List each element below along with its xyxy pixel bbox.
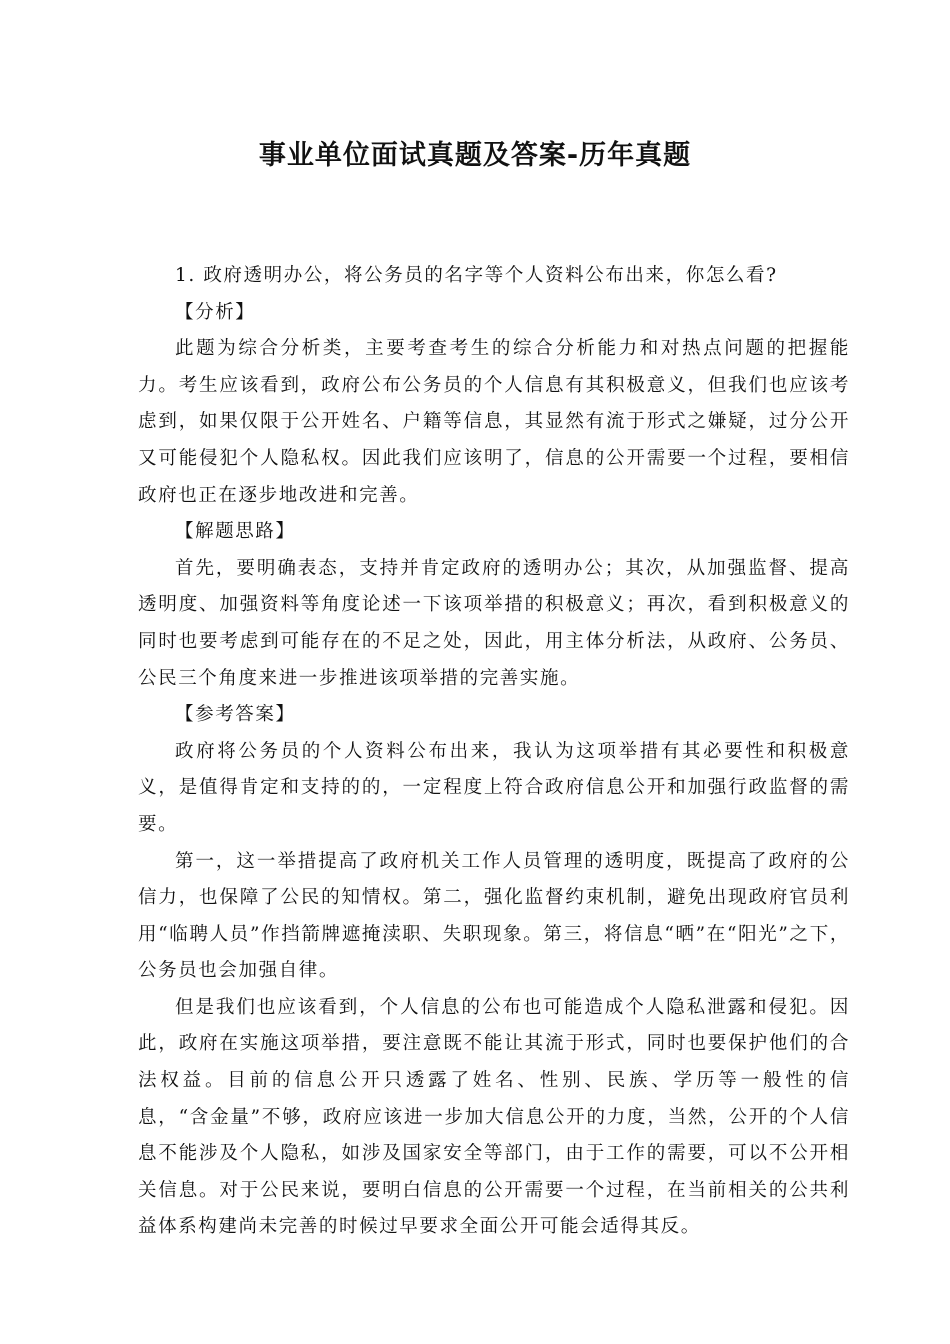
answer-paragraph-2: 第一，这一举措提高了政府机关工作人员管理的透明度，既提高了政府的公信力，也保障了公民的知情权。第二，强化监督约束机制，避免出现政府官员利用“临聘人员”作挡箭牌遮掩渎职、失职现象。第三，将信息“晒”在“阳光”之下，公务员也会加强自律。 (138, 850, 850, 982)
section-heading-approach: 【解题思路】 (175, 521, 296, 543)
section-heading-answer: 【参考答案】 (175, 704, 296, 726)
section-heading-analysis: 【分析】 (175, 301, 256, 323)
approach-paragraph: 首先，要明确表态，支持并肯定政府的透明办公；其次，从加强监督、提高透明度、加强资料等角度论述一下该项举措的积极意义；再次，看到积极意义的同时也要考虑到可能存在的不足之处，因此，用主体分析法，从政府、公务员、公民三个角度来进一步推进该项举措的完善实施。 (138, 557, 850, 689)
document-body (138, 258, 850, 1246)
answer-paragraph-1: 政府将公务员的个人资料公布出来，我认为这项举措有其必要性和积极意义，是值得肯定和支持的的，一定程度上符合政府信息公开和加强行政监督的需要。 (138, 740, 850, 835)
question-paragraph: 1. 政府透明办公，将公务员的名字等个人资料公布出来，你怎么看? (175, 265, 778, 286)
answer-paragraph-3: 但是我们也应该看到，个人信息的公布也可能造成个人隐私泄露和侵犯。因此，政府在实施这项举措，要注意既不能让其流于形式，同时也要保护他们的合法权益。目前的信息公开只透露了姓名、性别、民族、学历等一般性的信息，“含金量”不够，政府应该进一步加大信息公开的力度，当然，公开的个人信息不能涉及个人隐私，如涉及国家安全等部门，由于工作的需要，可以不公开相关信息。对于公民来说，要明白信息的公开需要一个过程，在当前相关的公共利益体系构建尚未完善的时候过早要求全面公开可能会适得其反。 (138, 996, 850, 1238)
document-title: 事业单位面试真题及答案-历年真题 (258, 140, 692, 171)
analysis-paragraph: 此题为综合分析类，主要考查考生的综合分析能力和对热点问题的把握能力。考生应该看到，政府公布公务员的个人信息有其积极意义，但我们也应该考虑到，如果仅限于公开姓名、户籍等信息，其显然有流于形式之嫌疑，过分公开又可能侵犯个人隐私权。因此我们应该明了，信息的公开需要一个过程，要相信政府也正在逐步地改进和完善。 (138, 338, 850, 506)
